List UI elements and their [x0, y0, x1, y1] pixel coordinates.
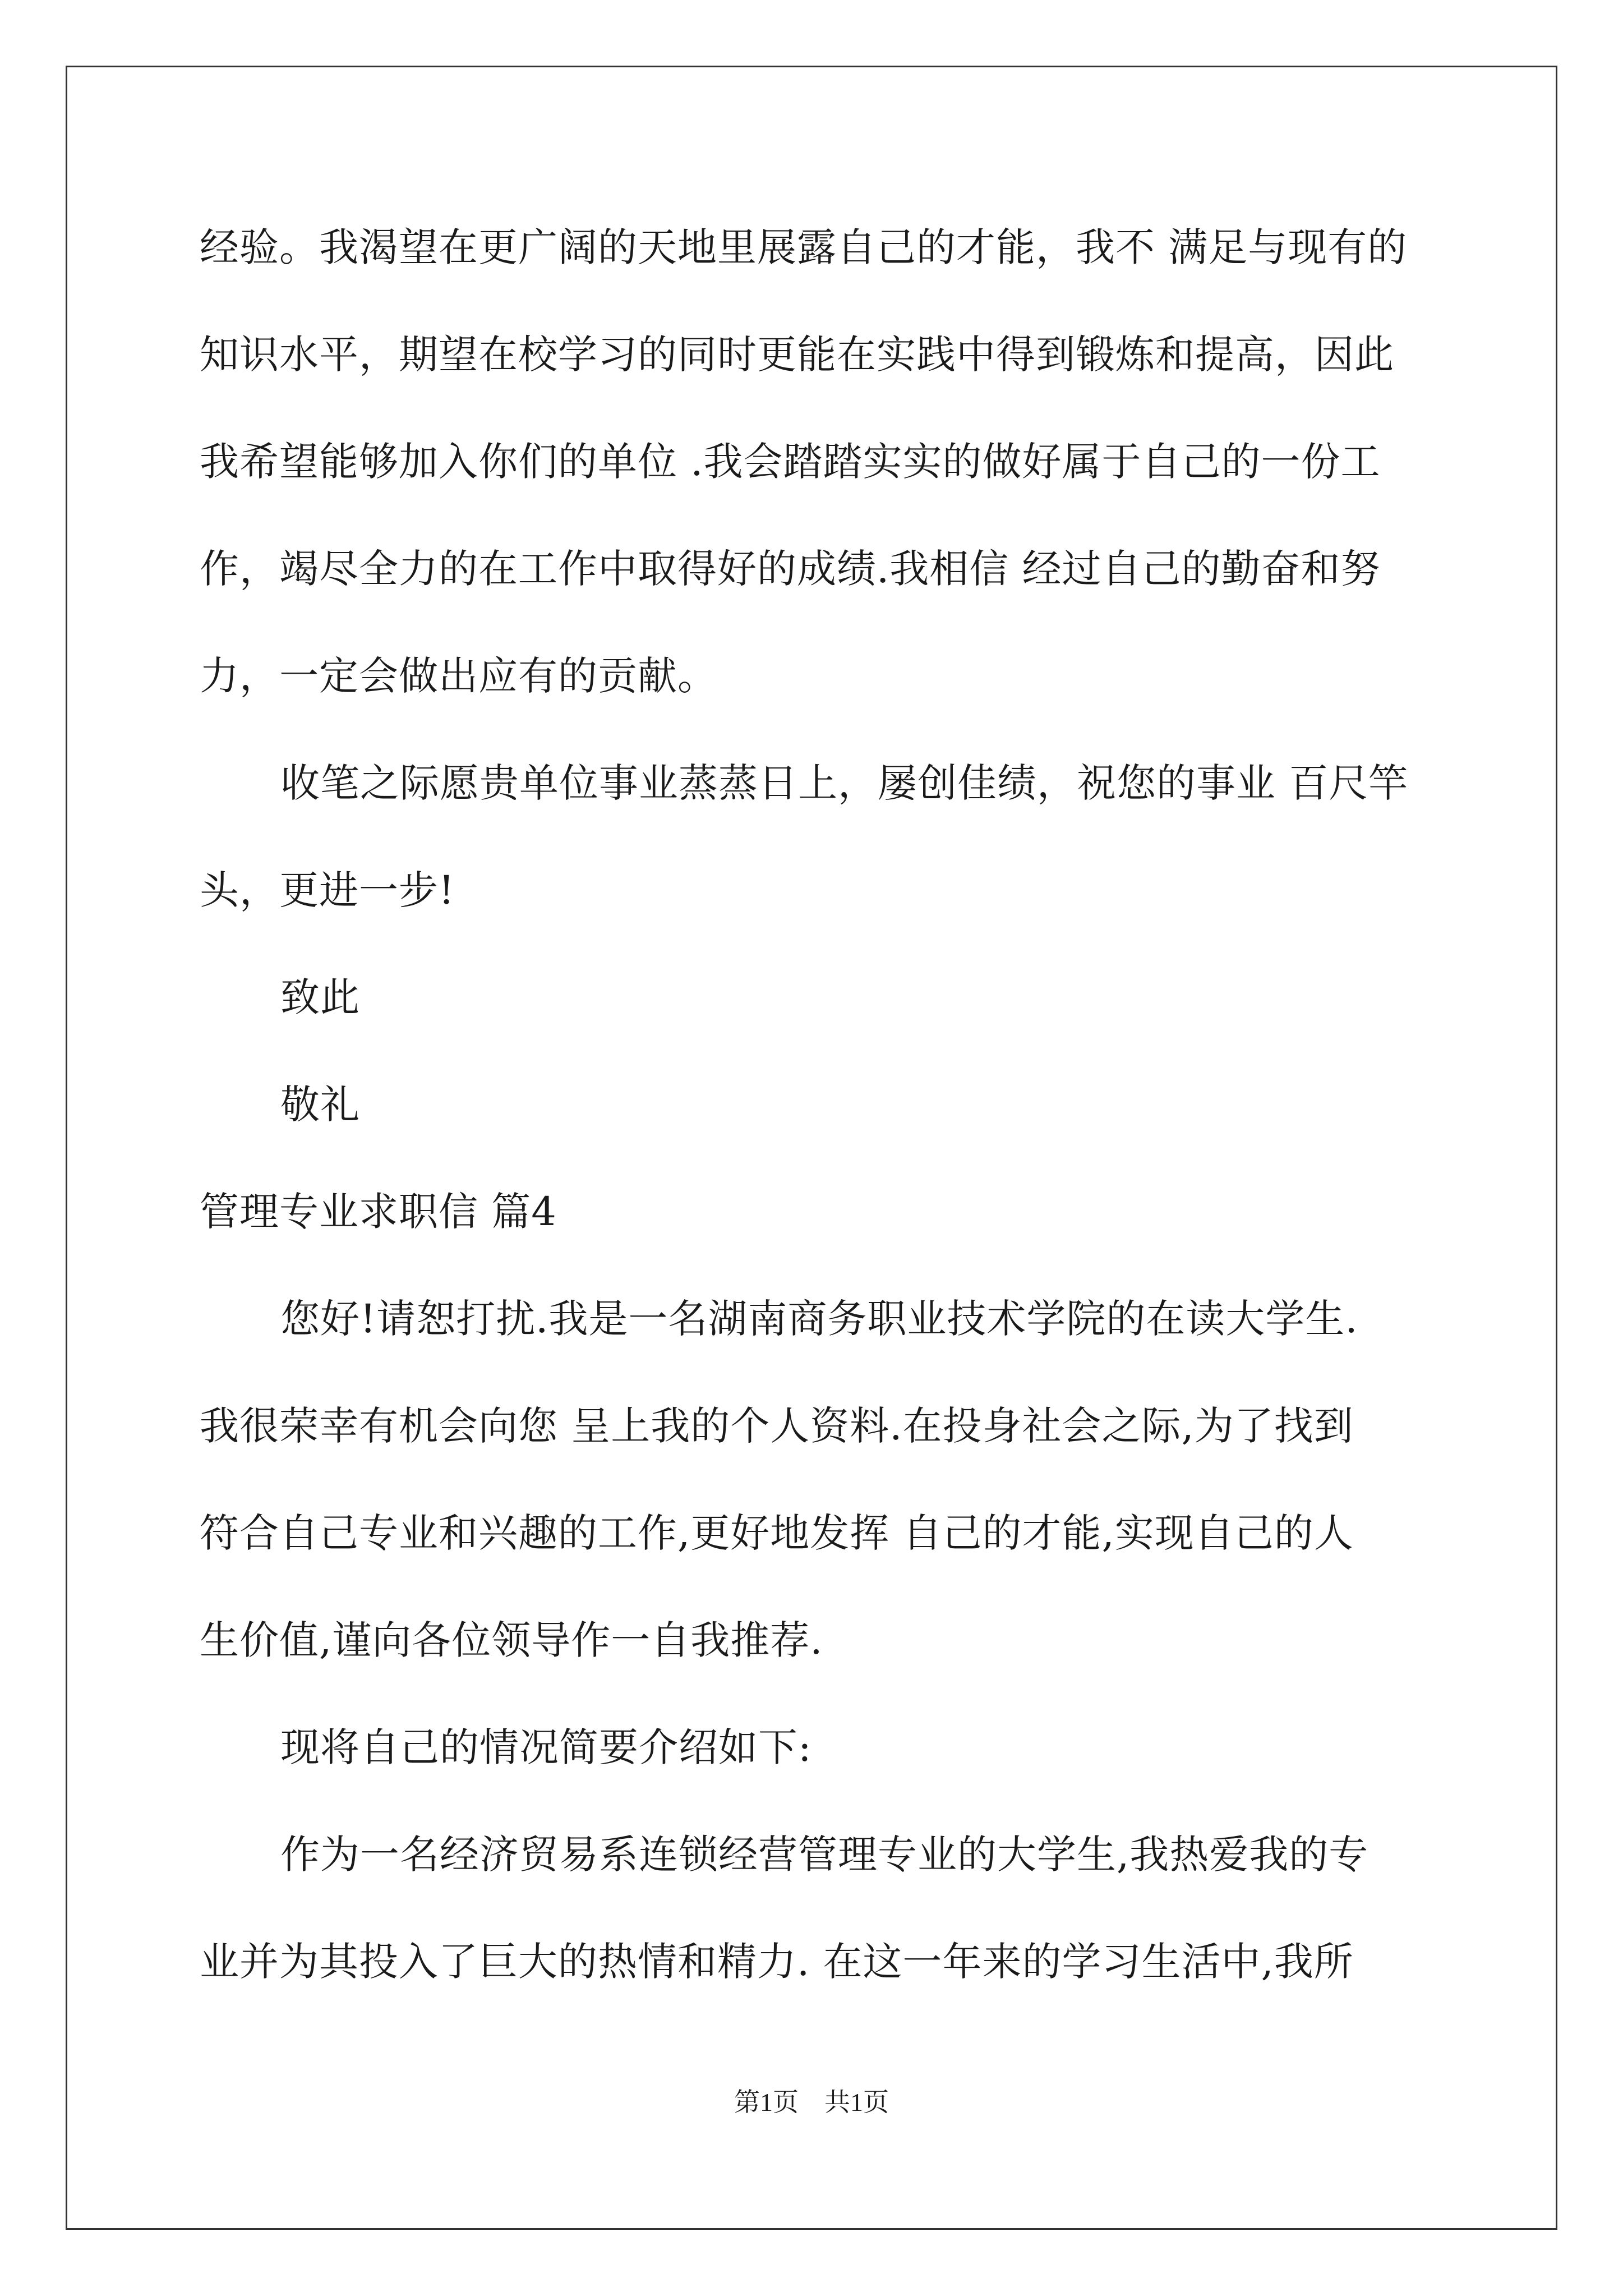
closing-salutation: 致此: [280, 974, 360, 1020]
body-line-11: 您好!请恕打扰.我是一名湖南商务职业技术学院的在读大学生.: [280, 1296, 1358, 1342]
body-line-12: 我很荣幸有机会向您 呈上我的个人资料.在投身社会之际,为了找到: [200, 1403, 1354, 1449]
body-line-1: 经验。我渴望在更广阔的天地里展露自己的才能，我不 满足与现有的: [200, 224, 1408, 270]
page-border: [66, 66, 1557, 2230]
body-line-5: 力，一定会做出应有的贡献。: [200, 653, 717, 699]
body-line-4: 作，竭尽全力的在工作中取得好的成绩.我相信 经过自己的勤奋和努: [200, 546, 1381, 592]
body-line-6: 收笔之际愿贵单位事业蒸蒸日上，屡创佳绩，祝您的事业 百尺竿: [280, 760, 1409, 806]
body-line-17: 业并为其投入了巨大的热情和精力. 在这一年来的学习生活中,我所: [200, 1939, 1354, 1985]
section-heading: 管理专业求职信 篇4: [200, 1189, 557, 1235]
body-line-2: 知识水平，期望在校学习的同时更能在实践中得到锻炼和提高，因此: [200, 332, 1394, 378]
body-line-13: 符合自己专业和兴趣的工作,更好地发挥 自己的才能,实现自己的人: [200, 1510, 1354, 1556]
body-line-14: 生价值,谨向各位领导作一自我推荐.: [200, 1617, 823, 1663]
body-line-16: 作为一名经济贸易系连锁经营管理专业的大学生,我热爱我的专: [280, 1832, 1369, 1878]
body-line-7: 头，更进一步!: [200, 867, 455, 913]
page-number-footer: 第1页 共1页: [734, 2088, 889, 2116]
closing-regards: 敬礼: [280, 1082, 360, 1128]
body-line-3: 我希望能够加入你们的单位 .我会踏踏实实的做好属于自己的一份工: [200, 439, 1381, 485]
body-line-15: 现将自己的情况简要介绍如下:: [280, 1724, 812, 1770]
